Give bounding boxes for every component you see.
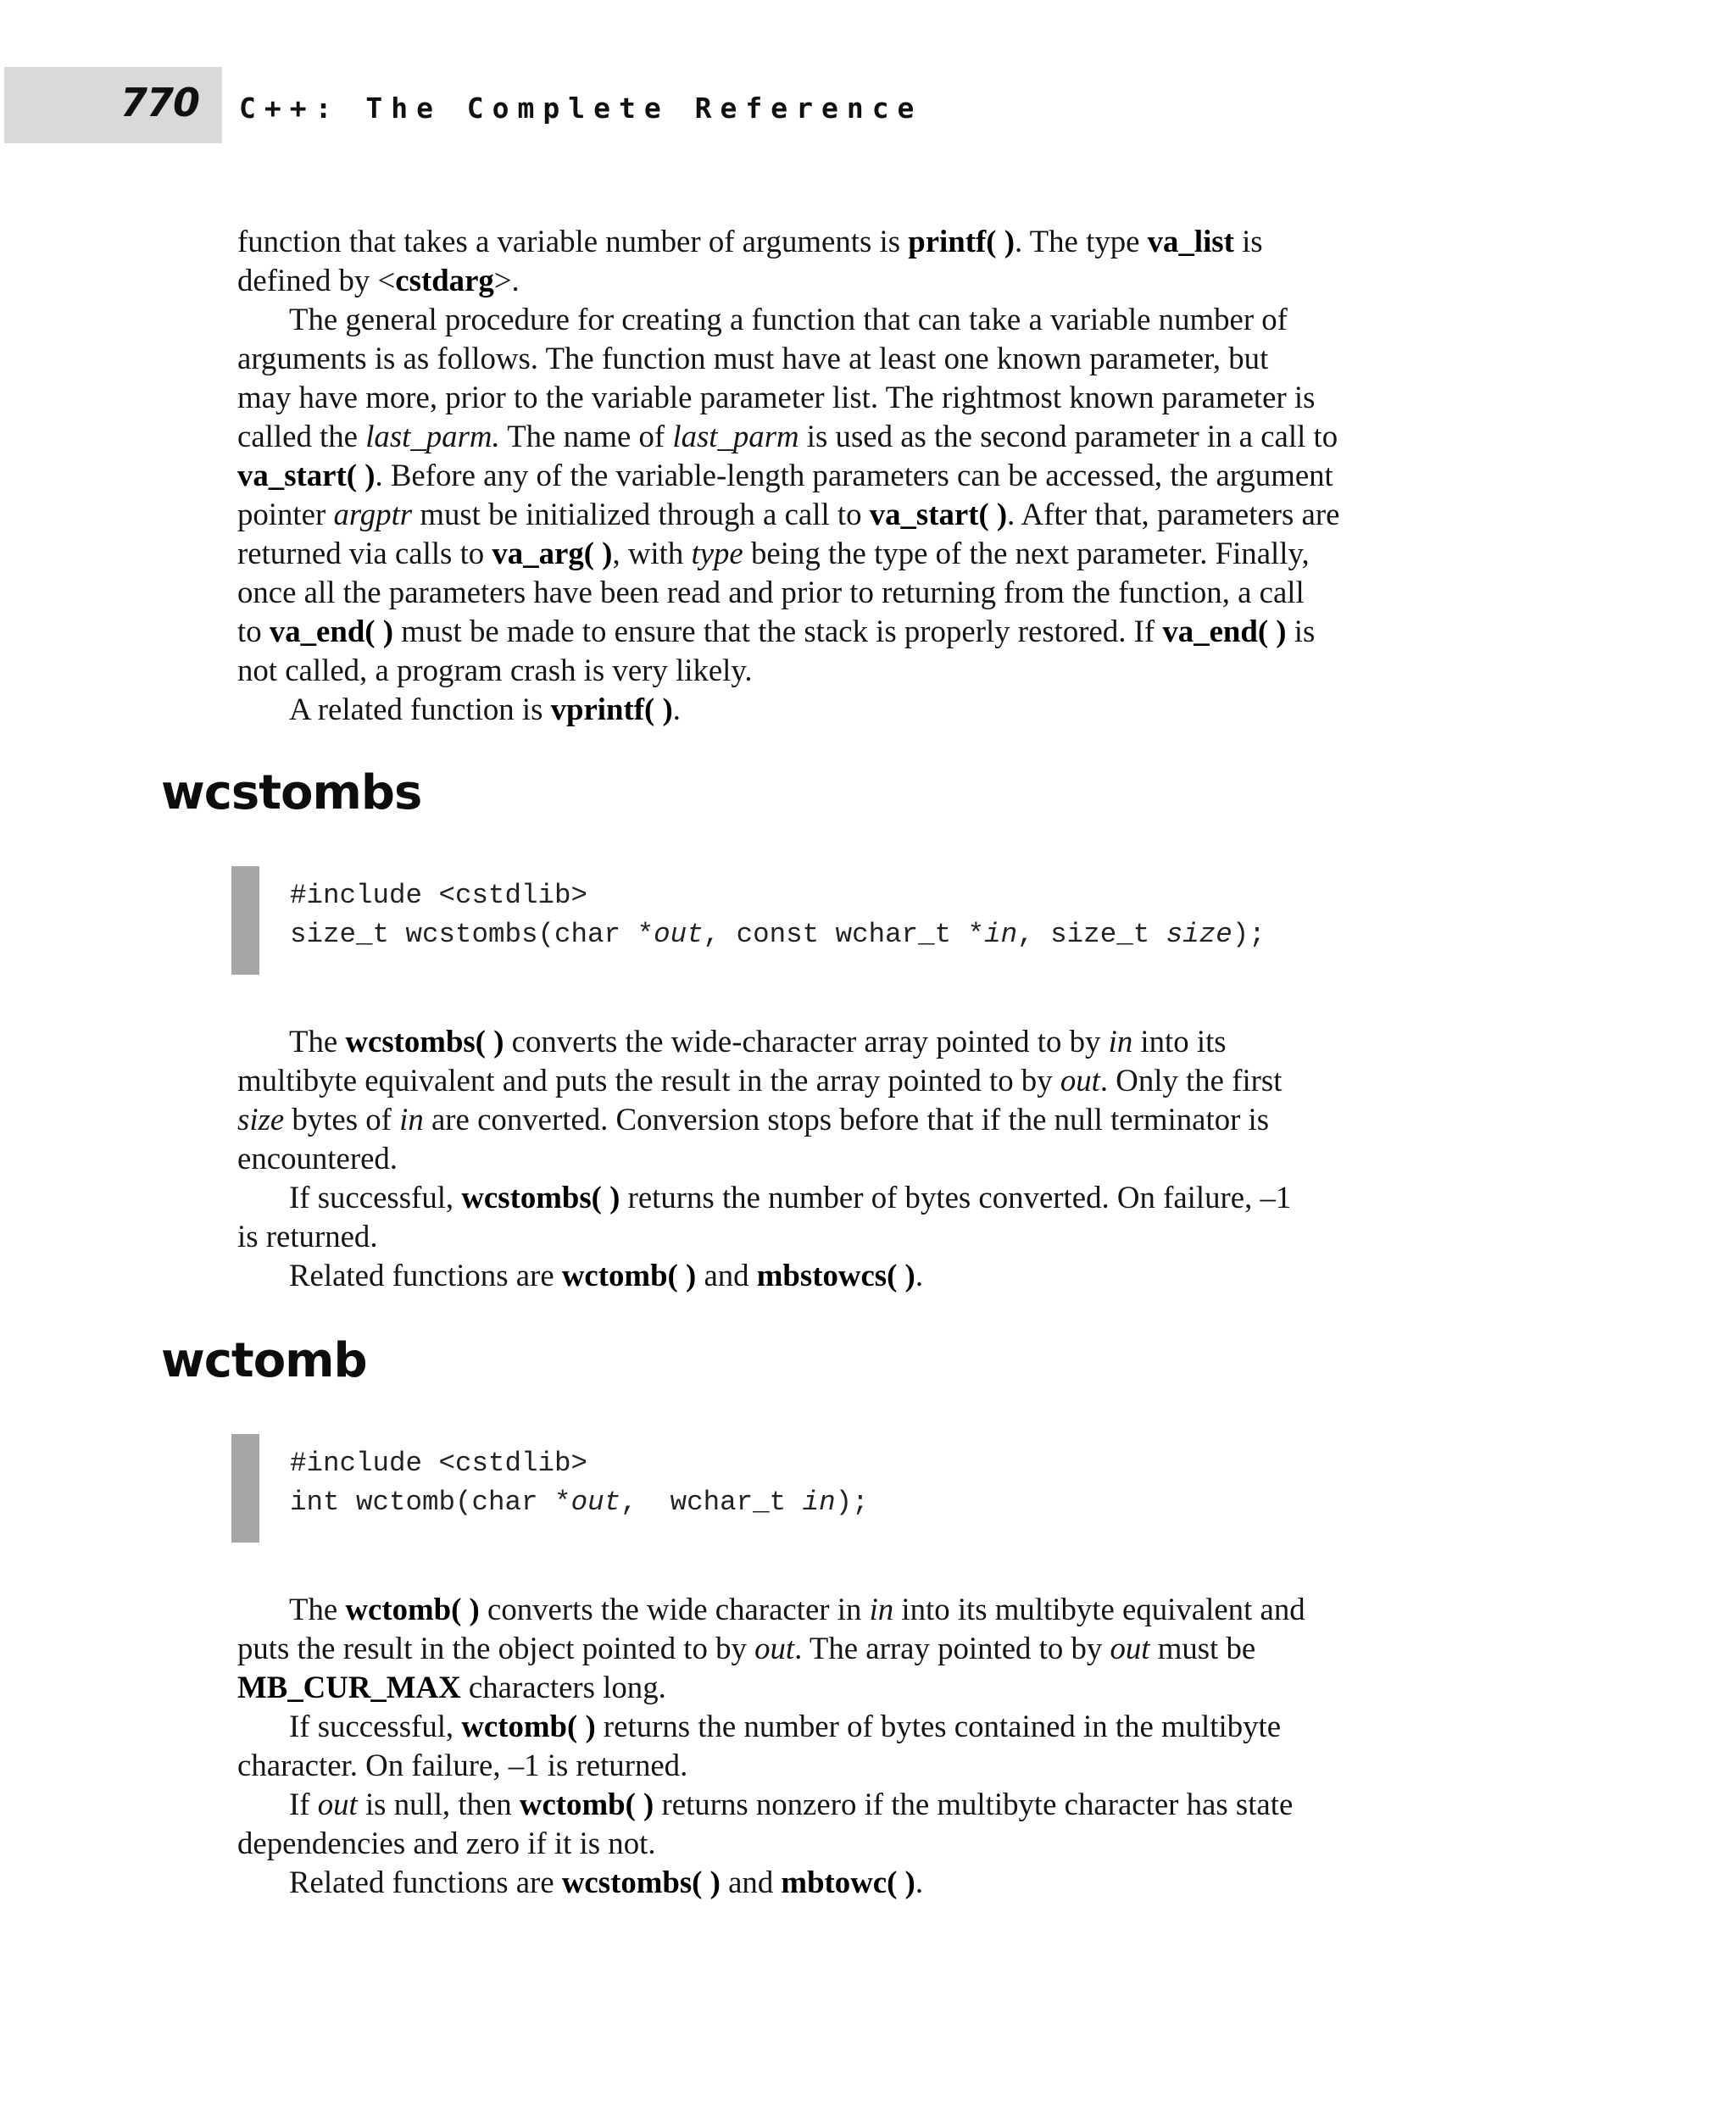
text-line: Related functions are wcstombs( ) and mbtowc( ). [289, 1865, 924, 1899]
text-line: called the last_parm. The name of last_parm is used as the second parameter in a call to [237, 419, 1338, 453]
text-line: The wctomb( ) converts the wide character in in into its multibyte equivalent and [289, 1592, 1305, 1626]
page-number: 770 [120, 80, 200, 125]
text-line: once all the parameters have been read and prior to returning from the function, a call [237, 575, 1305, 609]
section-heading-wcstombs: wcstombs [161, 765, 422, 820]
text-line: returned via calls to va_arg( ), with type being the type of the next parameter. Finally, [237, 536, 1310, 570]
text-line: va_start( ). Before any of the variable-length parameters can be accessed, the argument [237, 458, 1333, 492]
text-line: If successful, wctomb( ) returns the number of bytes contained in the multibyte [289, 1709, 1282, 1743]
text-line: to va_end( ) must be made to ensure that the stack is properly restored. If va_end( ) is [237, 614, 1316, 648]
text-line: dependencies and zero if it is not. [237, 1826, 656, 1860]
text-line: A related function is vprintf( ). [289, 692, 681, 726]
text-line: puts the result in the object pointed to by out. The array pointed to by out must be [237, 1631, 1256, 1665]
code-line: #include <cstdlib> [290, 880, 588, 911]
text-line: encountered. [237, 1141, 398, 1176]
text-line: character. On failure, –1 is returned. [237, 1748, 688, 1782]
text-line: arguments is as follows. The function must have at least one known parameter, but [237, 341, 1269, 375]
text-line: If successful, wcstombs( ) returns the number of bytes converted. On failure, –1 [289, 1180, 1292, 1215]
text-line: pointer argptr must be initialized through a call to va_start( ). After that, parameters are [237, 497, 1340, 531]
text-line: may have more, prior to the variable parameter list. The rightmost known parameter is [237, 380, 1316, 414]
text-line: MB_CUR_MAX characters long. [237, 1670, 666, 1704]
text-line: The wcstombs( ) converts the wide-character array pointed to by in into its [289, 1024, 1227, 1059]
code-line: int wctomb(char *out, wchar_t in); [290, 1487, 869, 1518]
section-heading-wctomb: wctomb [161, 1333, 367, 1388]
code-listing [290, 876, 1266, 954]
text-line: Related functions are wctomb( ) and mbstowcs( ). [289, 1258, 924, 1293]
text-line: defined by <cstdarg>. [237, 263, 520, 297]
wctomb-description [237, 1590, 1488, 1902]
text-line: If out is null, then wctomb( ) returns nonzero if the multibyte character has state [289, 1787, 1294, 1821]
text-line: multibyte equivalent and puts the result in the array pointed to by out. Only the first [237, 1063, 1283, 1098]
code-bar [231, 866, 259, 975]
code-line: #include <cstdlib> [290, 1448, 588, 1479]
text-line: not called, a program crash is very likely. [237, 653, 753, 687]
text-line: function that takes a variable number of arguments is printf( ). The type va_list is [237, 224, 1263, 259]
text-line: size bytes of in are converted. Conversion stops before that if the null terminator is [237, 1102, 1270, 1137]
text-line: is returned. [237, 1219, 378, 1254]
text-line: The general procedure for creating a function that can take a variable number of [289, 302, 1288, 336]
wcstombs-description [237, 1022, 1488, 1295]
code-line: size_t wcstombs(char *out, const wchar_t *in, size_t size); [290, 919, 1266, 950]
intro-section [237, 222, 1488, 729]
running-title: C++: The Complete Reference [239, 92, 923, 125]
code-bar [231, 1434, 259, 1543]
code-listing [290, 1444, 869, 1522]
